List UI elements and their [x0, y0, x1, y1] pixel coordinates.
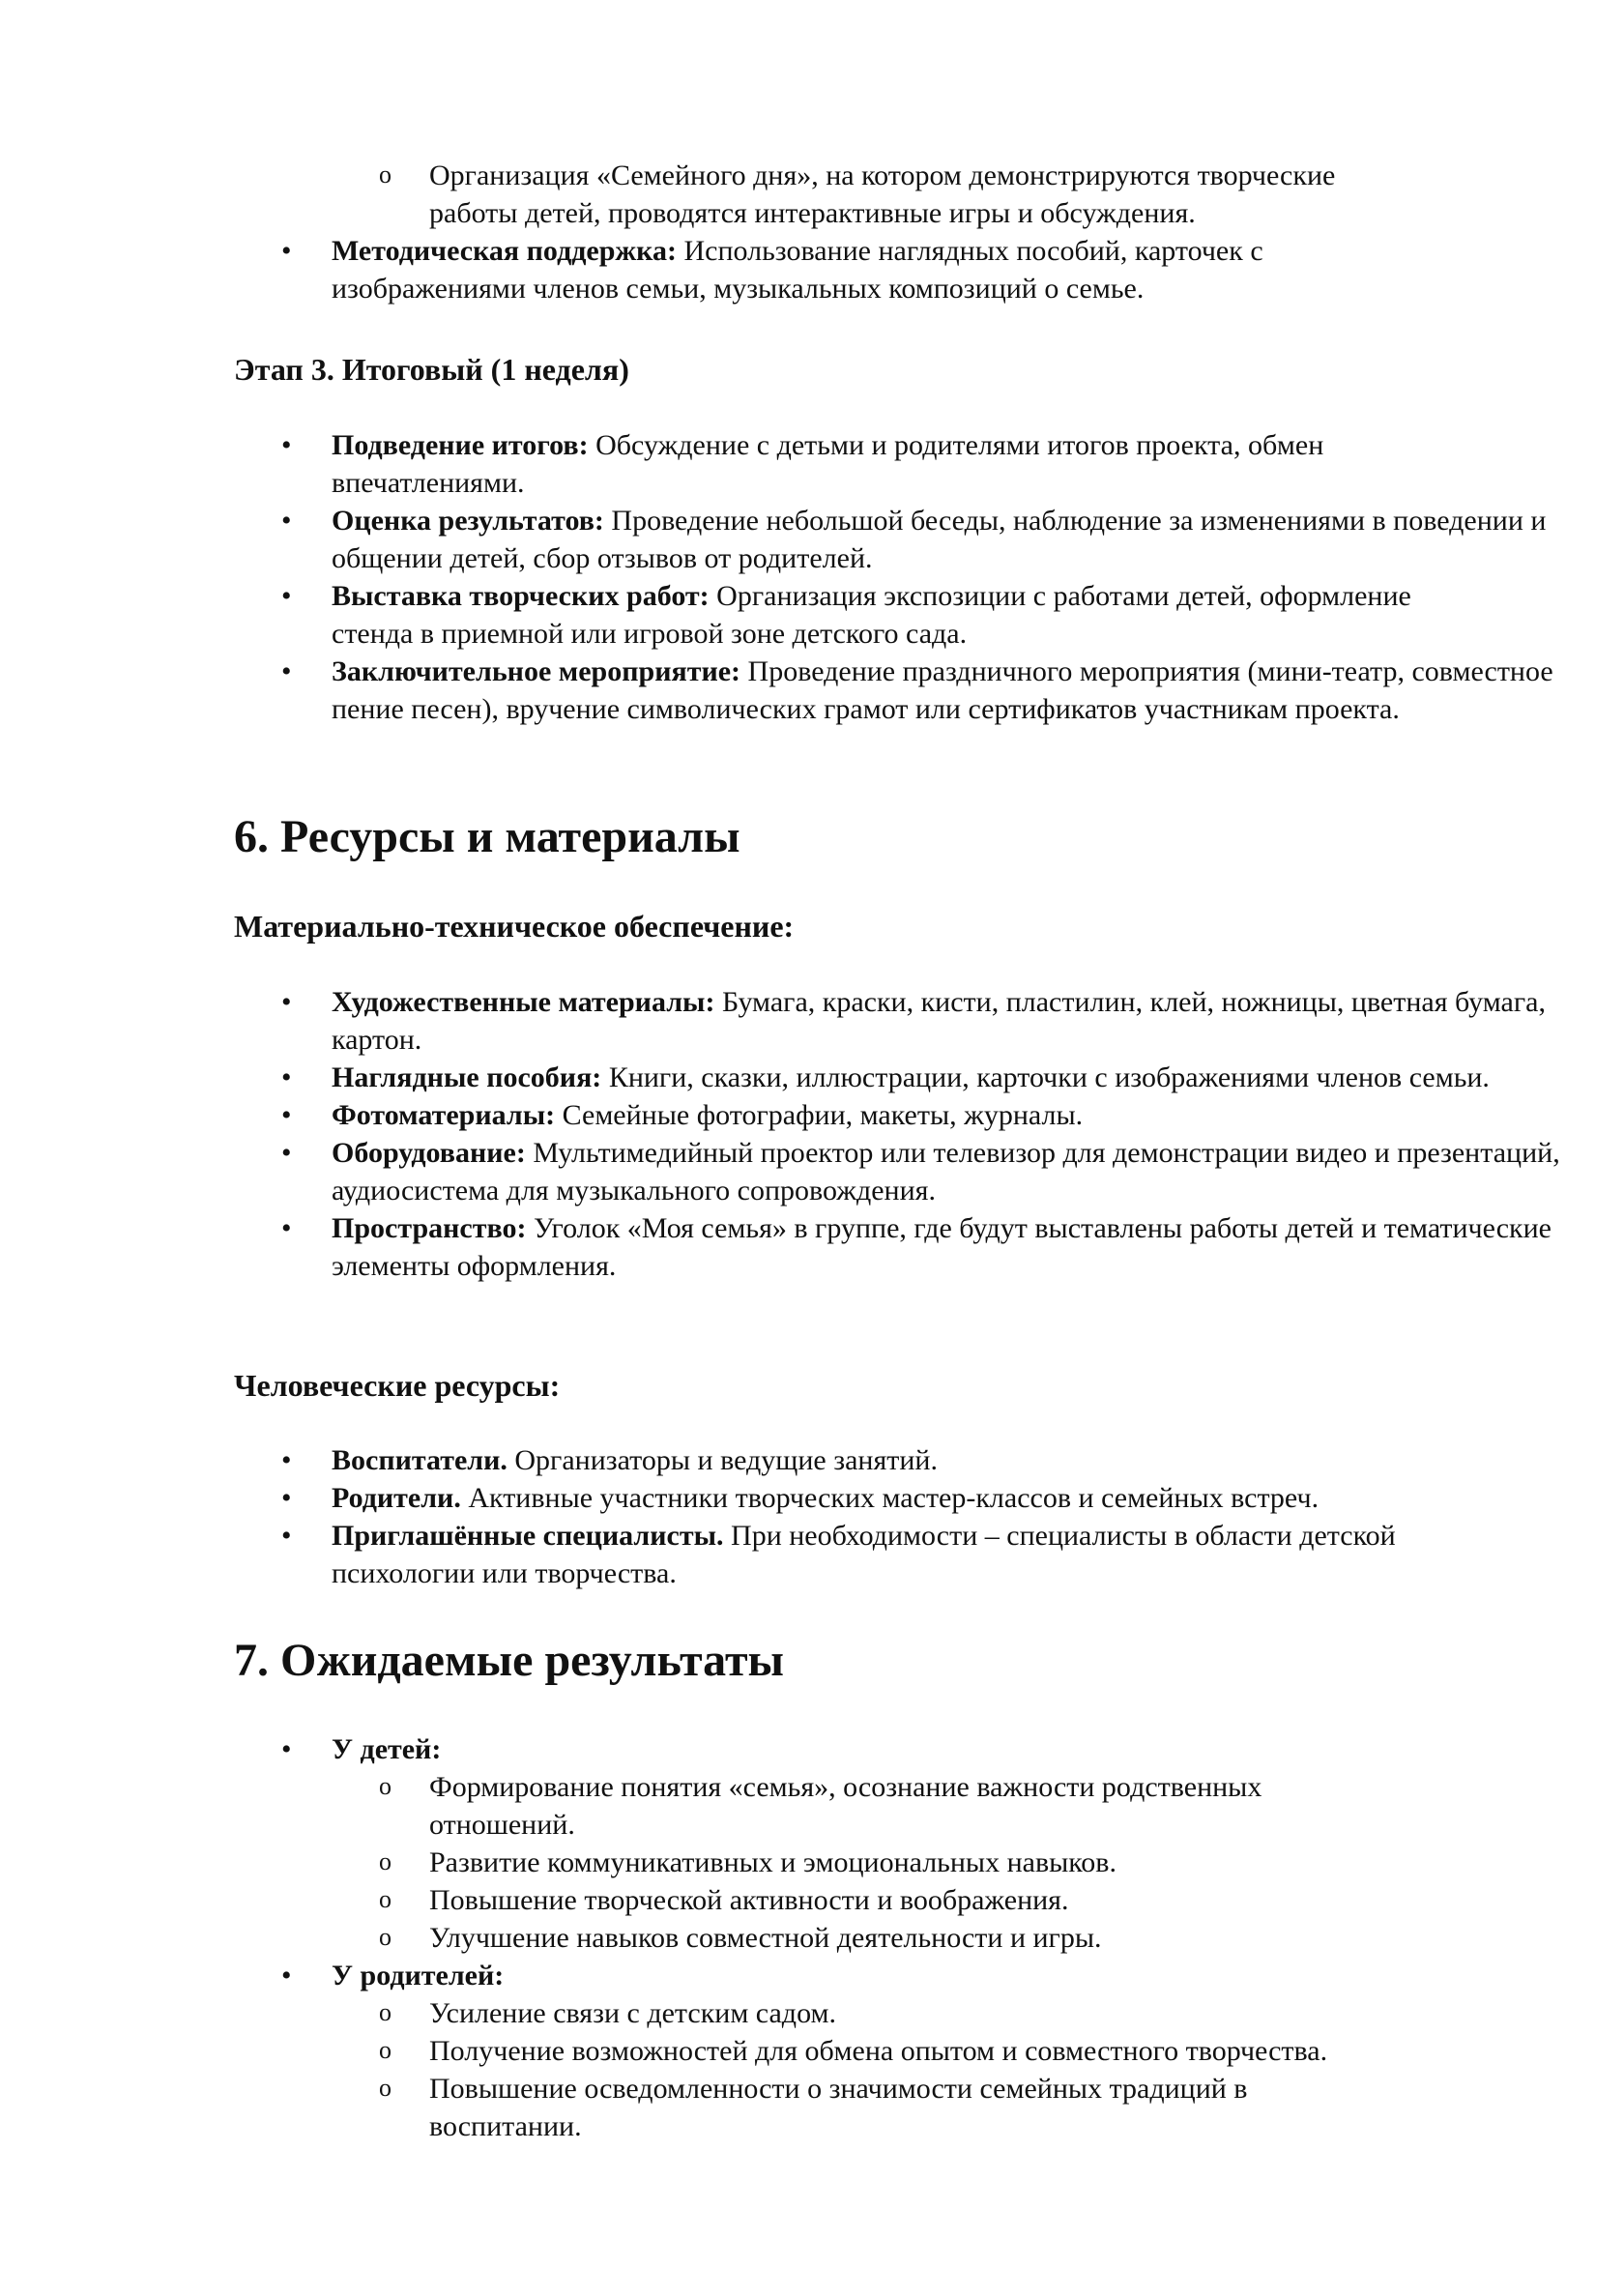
results-children-lead: У детей: [332, 1733, 442, 1765]
material-item-text: Семейные фотографии, макеты, журналы. [555, 1099, 1084, 1131]
material-item-lead: Наглядные пособия: [332, 1061, 602, 1093]
stage3-item [234, 653, 1617, 728]
material-item [234, 1209, 1617, 1285]
results-list-block [234, 1730, 1539, 2145]
stage3-item-text: Проведение праздничного мероприятия (мини-театр, совместное пение песен), вручение символических грамот или сертификатов участникам проекта. [332, 655, 1553, 725]
section7-heading-block [234, 1634, 1491, 1688]
human-item [234, 1441, 1617, 1479]
human-item [234, 1479, 1617, 1517]
results-parents-sub-item [234, 2070, 1396, 2145]
material-heading: Материально-техническое обеспечение: [234, 909, 795, 944]
section6-heading: 6. Ресурсы и материалы [234, 811, 740, 862]
stage3-item-lead: Подведение итогов: [332, 429, 589, 461]
stage2-sub-item-text: Организация «Семейного дня», на котором демонстрируются творческие работы детей, проводятся интерактивные игры и обсуждения. [429, 160, 1336, 229]
section7-heading: 7. Ожидаемые результаты [234, 1635, 784, 1686]
material-item-text: Уголок «Моя семья» в группе, где будут выставлены работы детей и тематические элементы оформления. [332, 1212, 1552, 1282]
human-item [234, 1517, 1540, 1592]
material-item [234, 983, 1598, 1059]
material-item-text: Бумага, краски, кисти, пластилин, клей, ножницы, цветная бумага, картон. [332, 986, 1546, 1056]
results-children-sub-text: Улучшение навыков совместной деятельности и игры. [429, 1922, 1102, 1954]
results-children-sub-text: Повышение творческой активности и воображения. [429, 1884, 1069, 1916]
material-list [234, 983, 1560, 1285]
stage3-item-lead: Оценка результатов: [332, 505, 604, 537]
results-parents-sub-text: Получение возможностей для обмена опытом и совместного творчества. [429, 2035, 1328, 2067]
human-item-lead: Родители. [332, 1482, 461, 1514]
stage2-method-item [234, 232, 1434, 307]
material-item-text: Мультимедийный проектор или телевизор для демонстрации видео и презентаций, аудиосистема для музыкального сопровождения. [332, 1137, 1560, 1206]
human-item-text: При необходимости – специалисты в области детской психологии или творчества. [332, 1520, 1396, 1589]
results-children-sub-item [234, 1844, 1624, 1881]
material-item [234, 1059, 1579, 1096]
material-item-lead: Оборудование: [332, 1137, 526, 1169]
material-item [234, 1134, 1617, 1209]
stage3-item-text: Проведение небольшой беседы, наблюдение за изменениями в поведении и общении детей, сбор отзывов от родителей. [332, 505, 1547, 574]
stage2-list [234, 232, 1539, 307]
stage3-item [234, 502, 1617, 577]
results-parents-sub-text: Усиление связи с детским садом. [429, 1997, 836, 2029]
stage2-continuation [234, 157, 1539, 307]
material-item [234, 1096, 1617, 1134]
human-item-lead: Приглашённые специалисты. [332, 1520, 724, 1552]
results-parents-sub-list [234, 1994, 1539, 2145]
human-heading-block [234, 1366, 1491, 1405]
material-list-block [234, 983, 1560, 1285]
human-item-lead: Воспитатели. [332, 1444, 508, 1476]
human-item-text: Активные участники творческих мастер-классов и семейных встреч. [460, 1482, 1320, 1514]
results-children-sub-text: Развитие коммуникативных и эмоциональных навыков. [429, 1846, 1116, 1878]
stage3-heading-block [234, 350, 1491, 389]
human-list-block [234, 1441, 1539, 1592]
stage3-item [234, 426, 1521, 502]
results-parents-item [234, 1957, 1539, 1994]
results-parents-sub-text: Повышение осведомленности о значимости семейных традиций в воспитании. [429, 2073, 1248, 2142]
results-parents-lead: У родителей: [332, 1960, 505, 1991]
results-children-sub-item [234, 1768, 1396, 1844]
results-parents-sub-item [234, 1994, 1624, 2032]
method-lead: Методическая поддержка: [332, 235, 677, 267]
stage3-heading: Этап 3. Итоговый (1 неделя) [234, 352, 629, 387]
stage3-item [234, 577, 1492, 653]
results-children-item [234, 1730, 1539, 1768]
material-item-text: Книги, сказки, иллюстрации, карточки с изображениями членов семьи. [601, 1061, 1490, 1093]
results-children-sub-list [234, 1768, 1539, 1957]
material-item-lead: Художественные материалы: [332, 986, 715, 1018]
results-children-sub-item [234, 1881, 1624, 1919]
material-item-lead: Фотоматериалы: [332, 1099, 556, 1131]
results-list-2 [234, 1957, 1539, 1994]
stage3-item-text: Организация экспозиции с работами детей, оформление стенда в приемной или игровой зоне детского сада. [332, 580, 1411, 650]
stage3-item-text: Обсуждение с детьми и родителями итогов проекта, обмен впечатлениями. [332, 429, 1324, 499]
material-item-lead: Пространство: [332, 1212, 527, 1244]
stage3-list-block [234, 426, 1553, 728]
results-parents-sub-item [234, 2032, 1624, 2070]
human-heading: Человеческие ресурсы: [234, 1368, 561, 1403]
stage3-item-lead: Заключительное мероприятие: [332, 655, 741, 687]
results-children-sub-item [234, 1919, 1624, 1957]
stage2-sub-item [234, 157, 1396, 232]
human-item-text: Организаторы и ведущие занятий. [507, 1444, 938, 1476]
material-heading-block [234, 907, 1491, 945]
results-list [234, 1730, 1539, 1768]
stage3-list [234, 426, 1553, 728]
method-text: Использование наглядных пособий, карточек с изображениями членов семьи, музыкальных композиций о семье. [332, 235, 1263, 305]
stage2-sub-list [234, 157, 1539, 232]
human-list [234, 1441, 1539, 1592]
results-children-sub-text: Формирование понятия «семья», осознание важности родственных отношений. [429, 1771, 1262, 1841]
section6-heading-block [234, 810, 1491, 864]
stage3-item-lead: Выставка творческих работ: [332, 580, 710, 612]
